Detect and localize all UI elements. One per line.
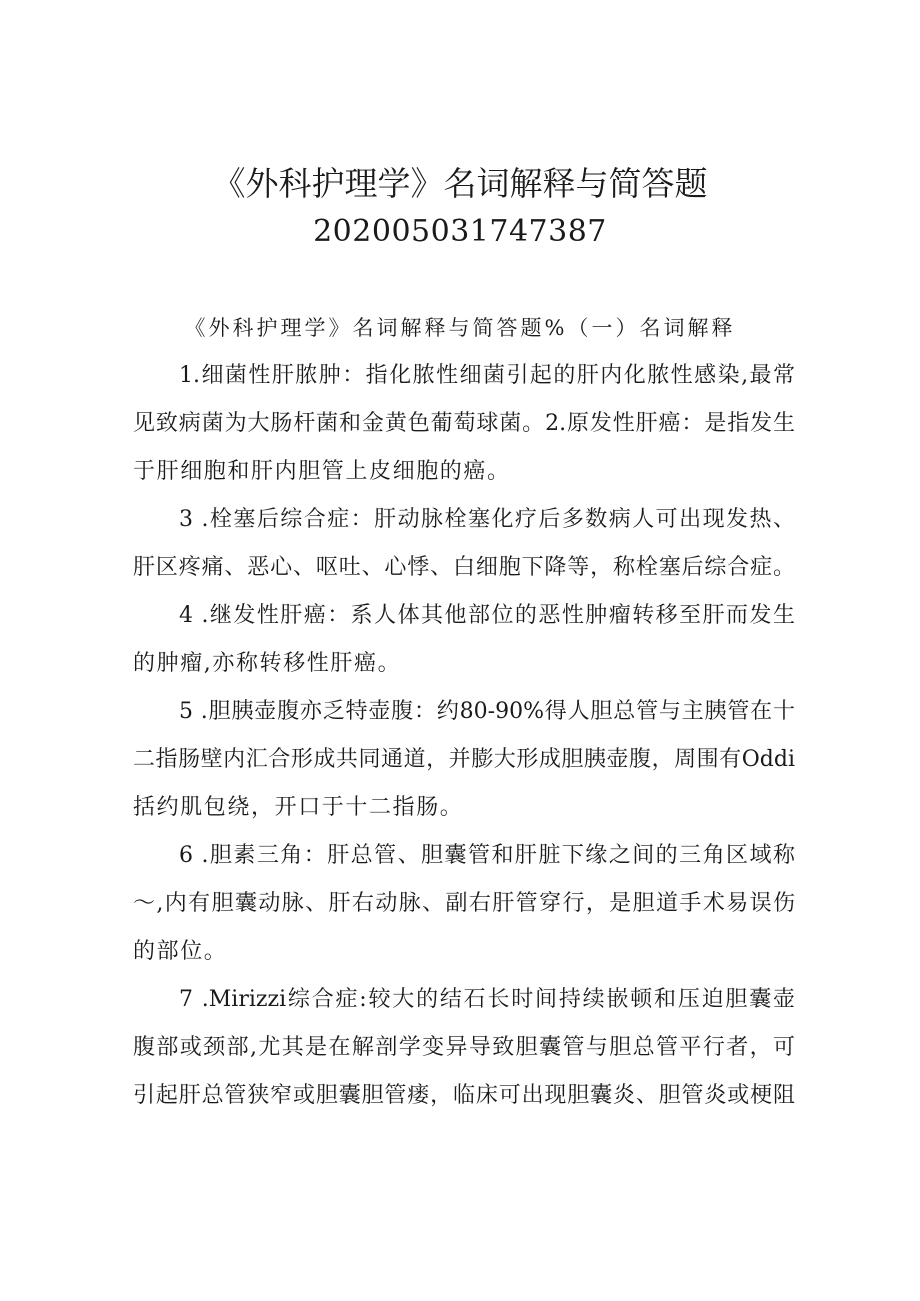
- paragraph-term-5: [133, 688, 795, 832]
- paragraph-line: 括约肌包绕，开口于十二指肠。: [133, 795, 464, 820]
- paragraph-line: 7 .Mirizzi综合症:较大的结石长时间持续嵌顿和压迫胆囊壶: [179, 987, 795, 1012]
- paragraph-line: 5 .胆胰壶腹亦乏特壶腹：约80-90%得人胆总管与主胰管在十: [179, 699, 795, 724]
- paragraph-term-4: [133, 592, 795, 688]
- paragraph-line: 6 .胆素三角：肝总管、胆囊管和肝脏下缘之间的三角区域称: [179, 843, 795, 868]
- paragraph-line: 腹部或颈部,尤其是在解剖学变异导致胆囊管与胆总管平行者，可: [133, 1035, 795, 1060]
- document-title: [0, 160, 920, 256]
- document-title-line-2: 202005031747387: [313, 214, 607, 249]
- document-body: [133, 352, 795, 1120]
- paragraph-term-1-2: [133, 352, 795, 496]
- paragraph-line: 3 .栓塞后综合症：肝动脉栓塞化疗后多数病人可出现发热、: [179, 507, 795, 532]
- paragraph-line: 4 .继发性肝癌：系人体其他部位的恶性肿瘤转移至肝而发生: [179, 603, 795, 628]
- paragraph-line: 肝区疼痛、恶心、呕吐、心悸、白细胞下降等，称栓塞后综合症。: [133, 555, 795, 580]
- document-title-line-1: 《外科护理学》名词解释与简答题: [212, 164, 708, 203]
- paragraph-term-3: [133, 496, 795, 592]
- paragraph-term-6: [133, 832, 795, 976]
- paragraph-line: 二指肠壁内汇合形成共同通道，并膨大形成胆胰壶腹，周围有Oddi: [133, 747, 795, 772]
- paragraph-line: 引起肝总管狭窄或胆囊胆管瘘，临床可出现胆囊炎、胆管炎或梗阻: [133, 1083, 795, 1108]
- paragraph-line: 于肝细胞和肝内胆管上皮细胞的癌。: [133, 459, 511, 484]
- paragraph-line: ～,内有胆囊动脉、肝右动脉、副右肝管穿行，是胆道手术易误伤: [133, 891, 795, 916]
- paragraph-term-7: [133, 976, 795, 1120]
- paragraph-line: 的部位。: [133, 939, 228, 964]
- section-heading: 《外科护理学》名词解释与简答题%（一）名词解释: [184, 316, 736, 340]
- paragraph-line: 1.细菌性肝脓肿：指化脓性细菌引起的肝内化脓性感染,最常: [179, 363, 795, 388]
- paragraph-line: 的肿瘤,亦称转移性肝癌。: [133, 651, 402, 676]
- paragraph-line: 见致病菌为大肠杆菌和金黄色葡萄球菌。2.原发性肝癌：是指发生: [133, 411, 795, 436]
